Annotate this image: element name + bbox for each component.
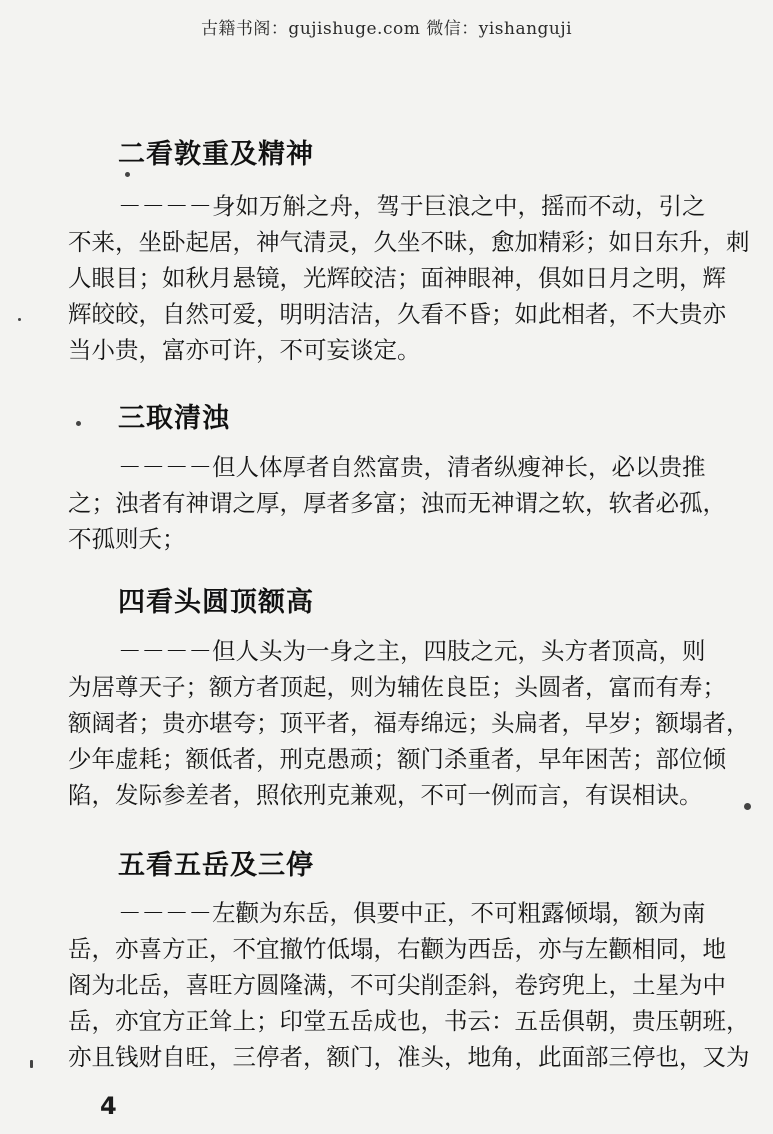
section-heading-1: 二看敦重及精神: [118, 139, 314, 170]
scan-speck: [744, 803, 751, 810]
text-line: 不孤则夭；: [68, 525, 186, 553]
text-line: 阁为北岳，喜旺方圆隆满，不可尖削歪斜，卷窍兜上，土星为中: [68, 971, 726, 999]
text-line: －－－－但人头为一身之主，四肢之元，头方者顶高，则: [118, 637, 706, 665]
text-line: 当小贵，富亦可许，不可妄谈定。: [68, 336, 421, 364]
text-line: 辉皎皎，自然可爱，明明洁洁，久看不昏；如此相者，不大贵亦: [68, 300, 726, 328]
section-paragraph-1: [68, 188, 750, 368]
text-line: －－－－左颧为东岳，俱要中正，不可粗露倾塌，额为南: [118, 899, 706, 927]
text-line: 岳，亦宜方正耸上；印堂五岳成也，书云：五岳俱朝，贵压朝班，: [68, 1007, 750, 1035]
text-line: 为居尊天子；额方者顶起，则为辅佐良臣；头圆者，富而有寿；: [68, 673, 726, 701]
section-heading-3: 四看头圆顶额高: [118, 587, 314, 618]
scan-speck: [18, 318, 21, 321]
text-line: 少年虚耗；额低者，刑克愚顽；额门杀重者，早年困苦；部位倾: [68, 745, 726, 773]
text-line: 人眼目；如秋月悬镜，光辉皎洁；面神眼神，俱如日月之明，辉: [68, 264, 726, 292]
section-paragraph-2: [68, 449, 726, 557]
page-number: 4: [100, 1092, 117, 1120]
section-heading-2: 三取清浊: [118, 403, 230, 434]
text-line: 岳，亦喜方正，不宜撤竹低塌，右颧为西岳，亦与左颧相同，地: [68, 935, 726, 963]
text-line: 亦且钱财自旺，三停者，额门，准头，地角，此面部三停也，又为: [68, 1043, 750, 1071]
text-line: 不来，坐卧起居，神气清灵，久坐不昧，愈加精彩；如日东升，刺: [68, 228, 750, 256]
section-heading-4: 五看五岳及三停: [118, 850, 314, 881]
text-line: 之；浊者有神谓之厚，厚者多富；浊而无神谓之软，软者必孤，: [68, 489, 726, 517]
text-line: 陷，发际参差者，照依刑克兼观，不可一例而言，有误相诀。: [68, 781, 703, 809]
scan-speck: [125, 172, 130, 177]
text-line: －－－－身如万斛之舟，驾于巨浪之中，摇而不动，引之: [118, 192, 706, 220]
section-paragraph-4: [68, 895, 750, 1075]
text-line: －－－－但人体厚者自然富贵，清者纵瘦神长，必以贵推: [118, 453, 706, 481]
scan-speck: [30, 1060, 33, 1068]
watermark-header: 古籍书阁：gujishuge.com 微信：yishanguji: [200, 19, 573, 39]
section-paragraph-3: [68, 633, 750, 813]
text-line: 额阔者；贵亦堪夸；顶平者，福寿绵远；头扁者，早岁；额塌者，: [68, 709, 750, 737]
scan-speck: [76, 421, 81, 426]
